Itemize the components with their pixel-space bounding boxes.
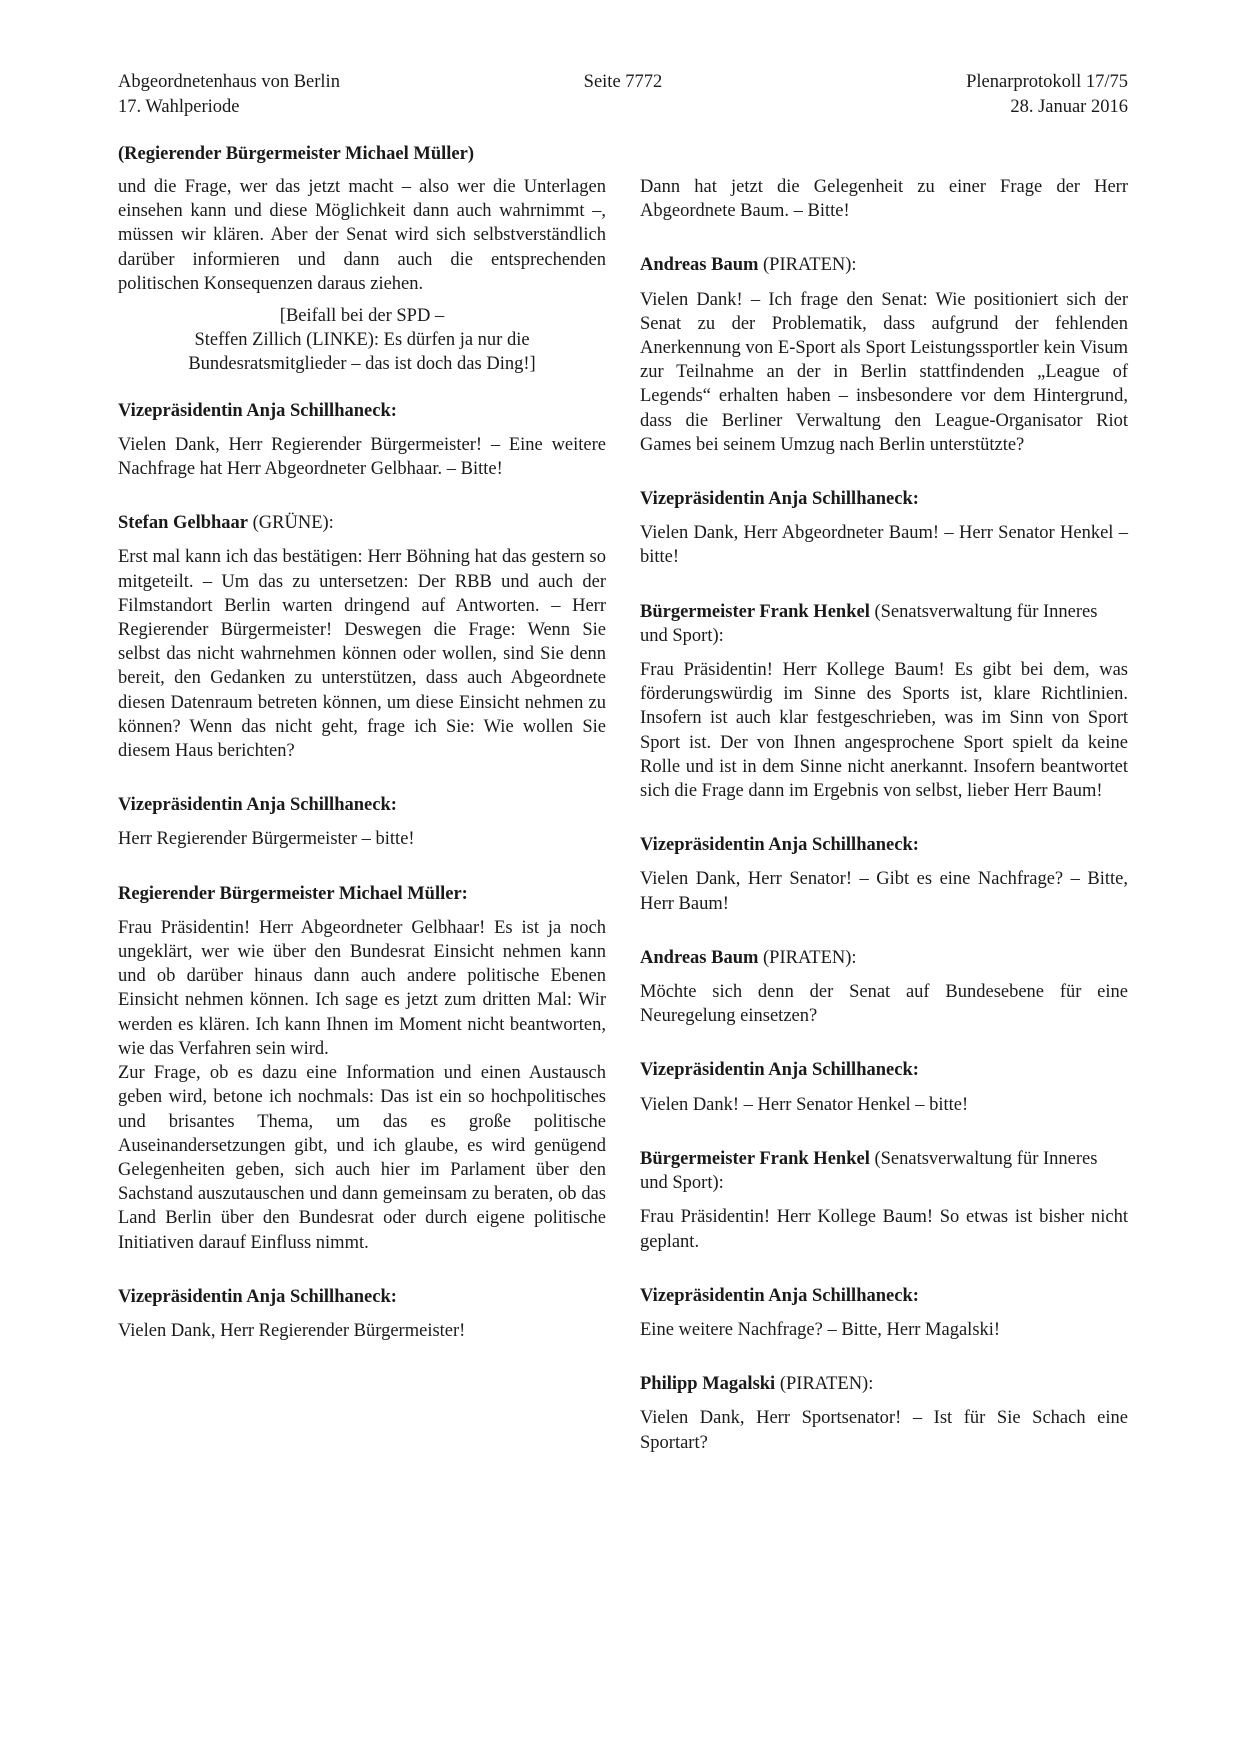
speaker-heading [640, 253, 1128, 277]
speaker-name: Regierender Bürgermeister Michael Müller: [118, 883, 468, 904]
speaker-name: Bürgermeister Frank Henkel [640, 1148, 870, 1169]
legislative-period: 17. Wahlperiode [118, 97, 240, 117]
speaker-name: Vizepräsidentin Anja Schillhaneck: [640, 835, 919, 856]
speaker-name: Bürgermeister Frank Henkel [640, 601, 870, 622]
speaker-heading [118, 882, 606, 906]
speaker-name: Stefan Gelbhaar [118, 513, 249, 534]
interjection-line: Bundesratsmitglieder – das ist doch das Ding!] [188, 354, 536, 375]
header-right [795, 70, 1128, 120]
paragraph: Dann hat jetzt die Gelegenheit zu einer Frage der Herr Abgeordnete Baum. – Bitte! [640, 177, 1128, 222]
speaker-party: (PIRATEN): [758, 255, 857, 276]
speaker-heading [640, 487, 1128, 511]
speech-text: Vielen Dank, Herr Abgeordneter Baum! – Herr Senator Henkel – bitte! [640, 523, 1128, 568]
left-column [118, 175, 606, 1455]
speech-text: Vielen Dank, Herr Sportsenator! – Ist für Sie Schach eine Sportart? [640, 1408, 1128, 1453]
speaker-heading [640, 833, 1128, 857]
speech-text: Vielen Dank! – Herr Senator Henkel – bitte! [640, 1094, 969, 1115]
speech-text: Frau Präsidentin! Herr Kollege Baum! Es gibt bei dem, was förderungswürdig im Sinne des Sports ist, klare Richtlinien. Insofern ist auch klar festgeschrieben, was im Sinn von Sport Sport ist. Der von Ihnen angesprochene Sport spielt da keine Rolle und ist in dem Sinne nicht anerkannt. Insofern beantwortet sich die Frage dann im Ergebnis von selbst, lieber Herr Baum! [640, 660, 1128, 802]
speaker-name: Philipp Magalski [640, 1374, 776, 1395]
speaker-party: (GRÜNE): [248, 513, 334, 534]
page-header [118, 70, 1128, 120]
speaker-name: Vizepräsidentin Anja Schillhaneck: [118, 795, 397, 816]
speech-text: Vielen Dank! – Ich frage den Senat: Wie positioniert sich der Senat zu der Problematik, dass aufgrund der fehlenden Anerkennung von E-Sport als Sport Leistungssportler kein Visum zur Teilnahme an der in Berlin stattfindenden „League of Legends“ erhalten haben – insbesondere vor dem Hintergrund, dass die Berliner Verwaltung den League-Organisator Riot Games bei seinem Umzug nach Berlin unterstützte? [640, 289, 1128, 455]
speaker-name: Vizepräsidentin Anja Schillhaneck: [640, 1060, 919, 1081]
speaker-name: Vizepräsidentin Anja Schillhaneck: [640, 1285, 919, 1306]
speech-text: Vielen Dank, Herr Regierender Bürgermeister! [118, 1320, 466, 1341]
speaker-party: (PIRATEN): [758, 947, 857, 968]
speaker-heading [118, 511, 606, 535]
speaker-role: (Senatsverwaltung für Inneres und Sport): [640, 601, 1098, 646]
paragraph: und die Frage, wer das jetzt macht – also wer die Unterlagen einsehen kann und diese Möglichkeit dann auch wahrnimmt –, müssen wir klären. Aber der Senat wird sich selbstverständlich darüber informieren und dann auch die entsprechenden politischen Konsequenzen daraus ziehen. [118, 177, 606, 294]
right-column [640, 175, 1128, 1455]
speaker-name: Andreas Baum [640, 255, 759, 276]
header-left [118, 70, 451, 120]
speech-text: Frau Präsidentin! Herr Kollege Baum! So etwas ist bisher nicht geplant. [640, 1207, 1128, 1252]
speaker-heading [118, 793, 606, 817]
speaker-heading [118, 399, 606, 423]
parliament-name: Abgeordnetenhaus von Berlin [118, 72, 340, 92]
speech-text: Vielen Dank, Herr Senator! – Gibt es eine Nachfrage? – Bitte, Herr Baum! [640, 869, 1128, 914]
speaker-heading [640, 946, 1128, 970]
speaker-name: Vizepräsidentin Anja Schillhaneck: [640, 489, 919, 510]
speaker-name: Andreas Baum [640, 947, 759, 968]
speaker-name: Vizepräsidentin Anja Schillhaneck: [118, 400, 397, 421]
session-date: 28. Januar 2016 [1010, 97, 1128, 117]
speech-text: Frau Präsidentin! Herr Abgeordneter Gelbhaar! Es ist ja noch ungeklärt, wer wie über den Bundesrat Einsicht nehmen kann und ob darüber hinaus dann auch andere politische Ebenen Einsicht nehmen können. Ich sage es jetzt zum dritten Mal: Wir werden es klären. Ich kann Ihnen im Moment nicht beantworten, wie das Verfahren sein wird. [118, 917, 606, 1059]
speech-text: Erst mal kann ich das bestätigen: Herr Böhning hat das gestern so mitgeteilt. – Um das zu untersetzen: Der RBB und auch der Filmstandort Berlin warten dringend auf Antworten. – Herr Regierender Bürgermeister! Deswegen die Frage: Wenn Sie selbst das nicht wahrnehmen können oder wollen, sind Sie denn bereit, den Gedanken zu unterstützen, dass auch Abgeordnete diesen Datenraum betreten können, um diese Einsicht nehmen zu können? Wenn das nicht geht, frage ich Sie: Wie wollen Sie diesem Haus berichten? [118, 547, 606, 762]
protocol-number: Plenarprotokoll 17/75 [966, 72, 1128, 92]
speaker-heading [118, 1285, 606, 1309]
speaker-heading [640, 600, 1128, 648]
speaker-name: Vizepräsidentin Anja Schillhaneck: [118, 1286, 397, 1307]
speech-text: Zur Frage, ob es dazu eine Information und einen Austausch geben wird, betone ich nochmals: Das ist ein so hochpolitisches und brisantes Thema, um das es große politische Auseinandersetzungen gibt, und ich glaube, es wird genügend Gelegenheiten geben, sich auch hier im Parlament über den Sachstand auszutauschen und dann gemeinsam zu beraten, ob das Land Berlin über den Bundesrat oder durch eigene politische Initiativen darauf Einfluss nimmt. [118, 1063, 606, 1253]
page-number: Seite 7772 [583, 72, 663, 92]
header-center [456, 70, 789, 120]
interjection [118, 304, 606, 377]
speaker-role: (Senatsverwaltung für Inneres und Sport): [640, 1148, 1098, 1194]
interjection-line: [Beifall bei der SPD – [279, 306, 445, 327]
speaker-heading [640, 1284, 1128, 1308]
speech-text: Möchte sich denn der Senat auf Bundesebene für eine Neuregelung einsetzen? [640, 982, 1128, 1027]
speaker-heading [640, 1147, 1128, 1195]
speaker-heading [640, 1058, 1128, 1082]
document-page [118, 70, 1128, 1455]
speech-text: Vielen Dank, Herr Regierender Bürgermeister! – Eine weitere Nachfrage hat Herr Abgeordneter Gelbhaar. – Bitte! [118, 434, 606, 480]
speech-text: Eine weitere Nachfrage? – Bitte, Herr Magalski! [640, 1319, 1001, 1340]
speech-text: Herr Regierender Bürgermeister – bitte! [118, 829, 415, 850]
two-column-body [118, 175, 1128, 1455]
speaker-heading [640, 1372, 1128, 1396]
running-speaker-heading: (Regierender Bürgermeister Michael Müller) [118, 144, 474, 164]
speaker-party: (PIRATEN): [775, 1374, 874, 1395]
interjection-line: Steffen Zillich (LINKE): Es dürfen ja nur die [194, 330, 530, 351]
